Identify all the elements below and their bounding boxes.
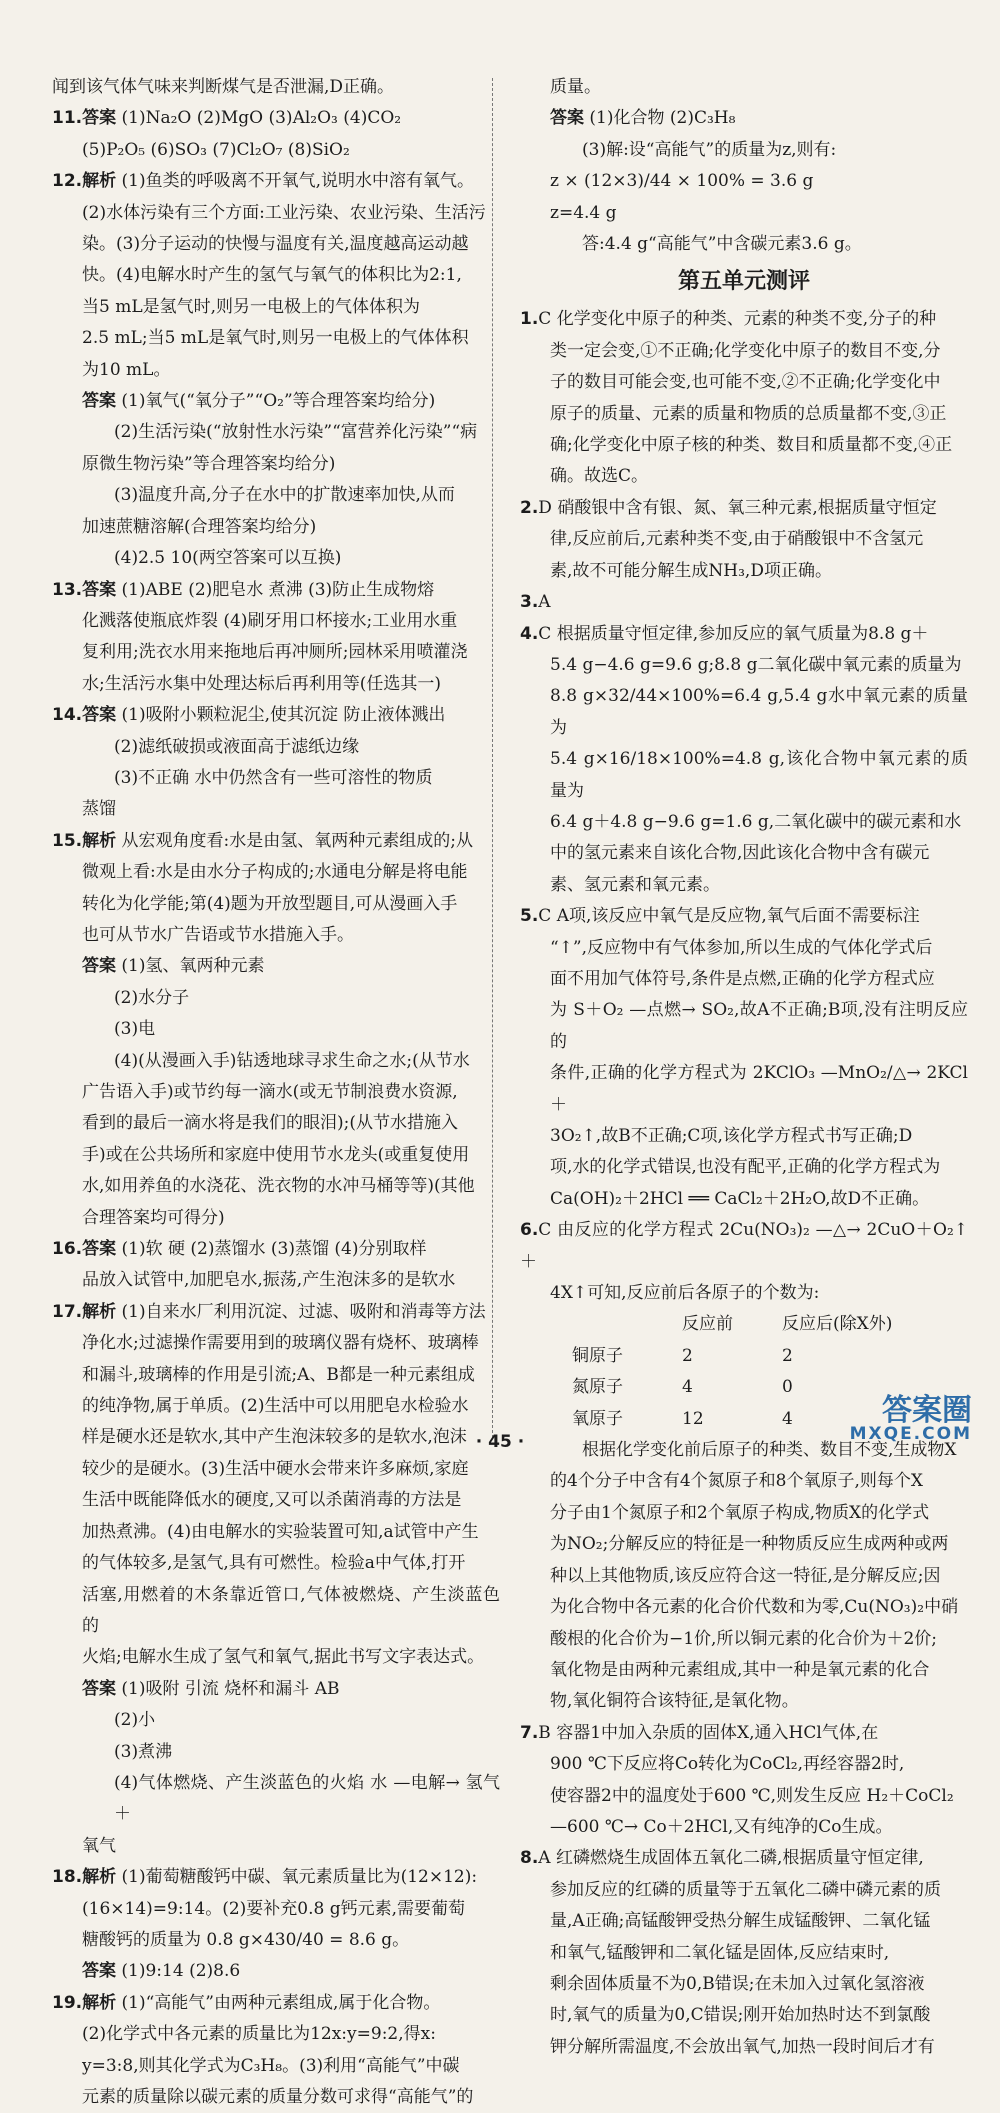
text-line	[52, 449, 500, 480]
text-line	[52, 1328, 500, 1359]
text-line	[52, 1391, 500, 1422]
line-text: (4)气体燃烧、产生淡蓝色的火焰 水 —电解→ 氢气＋	[114, 1772, 500, 1825]
text-line	[52, 1171, 500, 1202]
text-line	[52, 1705, 500, 1736]
line-text: 900 ℃下反应将Co转化为CoCl₂,再经容器2时,	[550, 1754, 905, 1775]
section-tag: 答案	[82, 579, 117, 600]
line-text: —600 ℃→ Co＋2HCl,又有纯净的Co生成。	[550, 1816, 893, 1837]
section-tag: 答案	[82, 1239, 117, 1260]
text-line	[52, 1454, 500, 1485]
section-tag: 解析	[82, 171, 117, 192]
question-number: 18.	[52, 1867, 83, 1888]
watermark-logo	[849, 1393, 972, 1444]
line-text: (1)ABE (2)肥皂水 煮沸 (3)防止生成物熔	[121, 579, 435, 600]
line-text: 快。(4)电解水时产生的氢气与氧气的体积比为2:1,	[82, 265, 462, 286]
text-line	[52, 1485, 500, 1516]
line-text: 根据化学变化前后原子的种类、数目不变,生成物X	[582, 1440, 957, 1461]
line-text: (1)氢、氧两种元素	[121, 956, 265, 977]
text-line	[52, 1988, 500, 2019]
line-text: (1)Na₂O (2)MgO (3)Al₂O₃ (4)CO₂	[121, 108, 402, 129]
text-line	[52, 1297, 500, 1328]
table-header-cell: 反应前	[682, 1314, 733, 1335]
text-line	[52, 166, 500, 197]
text-line	[520, 430, 968, 461]
question-number: 16.	[52, 1239, 83, 1260]
line-text: 复利用;洗衣水用来拖地后再冲厕所;园林采用喷灌浇	[82, 642, 468, 663]
line-text: 为NO₂;分解反应的特征是一种物质反应生成两种或两	[550, 1534, 949, 1555]
text-line	[520, 1938, 968, 1969]
text-line	[520, 1624, 968, 1655]
line-text: (1)9:14 (2)8.6	[121, 1961, 241, 1982]
table-cell: 铜原子	[572, 1345, 623, 1366]
line-text: 项,水的化学式错误,也没有配平,正确的化学方程式为	[550, 1157, 941, 1178]
line-text: 为 S＋O₂ —点燃→ SO₂,故A不正确;B项,没有注明反应的	[550, 1000, 968, 1052]
text-line	[520, 1152, 968, 1183]
line-text: A	[538, 592, 551, 613]
text-line	[520, 1466, 968, 1497]
text-line	[520, 619, 968, 650]
table-cell: 4	[782, 1408, 793, 1429]
line-text: 微观上看:水是由水分子构成的;水通电分解是将电能	[82, 862, 468, 883]
text-line	[52, 1642, 500, 1673]
right-bottom-block	[520, 1435, 968, 2063]
table-cell: 氧原子	[572, 1408, 623, 1429]
question-number: 1.	[520, 309, 539, 330]
text-line	[52, 889, 500, 920]
table-cell: 12	[682, 1408, 704, 1429]
line-text: 加速蔗糖溶解(合理答案均给分)	[82, 516, 317, 537]
line-text: 子的数目可能会变,也可能不变,②不正确;化学变化中	[550, 372, 941, 393]
text-line	[520, 1875, 968, 1906]
text-line	[52, 355, 500, 386]
text-line	[52, 198, 500, 229]
text-line	[52, 1862, 500, 1893]
text-line	[520, 1184, 968, 1215]
text-line	[520, 964, 968, 995]
line-text: 水,如用养鱼的水浇花、洗衣物的水冲马桶等等)(其他	[82, 1176, 475, 1197]
right-main-block	[520, 304, 968, 1309]
text-line	[520, 72, 968, 103]
text-line	[520, 198, 968, 229]
line-text: 氧气	[82, 1835, 116, 1856]
line-text: 3O₂↑,故B不正确;C项,该化学方程式书写正确;D	[550, 1126, 913, 1146]
text-line	[520, 1812, 968, 1843]
text-line	[520, 166, 968, 197]
text-line	[520, 1686, 968, 1717]
text-line	[52, 1108, 500, 1139]
text-line	[52, 543, 500, 574]
line-text: (5)P₂O₅ (6)SO₃ (7)Cl₂O₇ (8)SiO₂	[82, 139, 350, 160]
text-line	[52, 794, 500, 825]
question-number: 15.	[52, 830, 83, 851]
line-text: 剩余固体质量不为0,B错误;在未加入过氧化氢溶液	[550, 1973, 925, 1994]
text-line	[520, 1969, 968, 2000]
question-number: 2.	[520, 497, 539, 518]
line-text: 蒸馏	[82, 799, 116, 820]
line-text: C 由反应的化学方程式 2Cu(NO₃)₂ —△→ 2CuO＋O₂↑＋	[520, 1220, 968, 1272]
text-line	[52, 386, 500, 417]
text-line	[52, 1674, 500, 1705]
text-line	[52, 135, 500, 166]
text-line	[52, 323, 500, 354]
text-line	[520, 1121, 968, 1152]
text-line	[52, 763, 500, 794]
text-line	[52, 1140, 500, 1171]
text-line	[52, 1360, 500, 1391]
text-line	[520, 1592, 968, 1623]
text-line	[520, 461, 968, 492]
text-line	[520, 1498, 968, 1529]
text-line	[52, 700, 500, 731]
text-line	[52, 1894, 500, 1925]
left-column	[52, 72, 500, 2113]
section-tag: 答案	[82, 705, 117, 726]
line-text: 火焰;电解水生成了氢气和氧气,据此书写文字表达式。	[82, 1647, 485, 1668]
question-number: 7.	[520, 1722, 539, 1743]
line-text: 参加反应的红磷的质量等于五氧化二磷中磷元素的质	[550, 1879, 941, 1900]
line-text: 原子的质量、元素的质量和物质的总质量都不变,③正	[550, 403, 947, 424]
text-line	[520, 838, 968, 869]
section-tag: 答案	[550, 108, 584, 129]
line-text: z=4.4 g	[550, 202, 617, 223]
text-line	[520, 870, 968, 901]
text-line	[52, 72, 500, 103]
question-number: 19.	[52, 1992, 83, 2013]
line-text: 酸根的化合价为−1价,所以铜元素的化合价为＋2价;	[550, 1628, 938, 1649]
line-text: 糖酸钙的质量为 0.8 g×430/40 = 8.6 g。	[82, 1929, 410, 1950]
line-text: (3)解:设“高能气”的质量为z,则有:	[582, 139, 837, 160]
text-line	[520, 1529, 968, 1560]
line-text: 广告语入手)或节约每一滴水(或无节制浪费水资源,	[82, 1082, 458, 1102]
line-text: 种以上其他物质,该反应符合这一特征,是分解反应;因	[550, 1565, 941, 1586]
line-text: (3)煮沸	[114, 1741, 173, 1762]
right-column	[520, 72, 968, 2063]
line-text: (4)2.5 10(两空答案可以互换)	[114, 548, 342, 569]
text-line	[520, 1749, 968, 1780]
line-text: (1)软 硬 (2)蒸馏水 (3)蒸馏 (4)分别取样	[121, 1239, 427, 1260]
table-cell: 2	[782, 1345, 793, 1366]
text-line	[52, 1265, 500, 1296]
text-line	[52, 229, 500, 260]
line-text: (1)吸附 引流 烧杯和漏斗 AB	[121, 1678, 340, 1699]
line-text: 转化为化学能;第(4)题为开放型题目,可从漫画入手	[82, 893, 458, 914]
line-text: 品放入试管中,加肥皂水,振荡,产生泡沫多的是软水	[82, 1270, 456, 1291]
section-tag: 答案	[82, 1961, 116, 1982]
question-number: 17.	[52, 1301, 83, 1322]
line-text: 确;化学变化中原子核的种类、数目和质量都不变,④正	[550, 435, 953, 456]
line-text: 合理答案均可得分)	[82, 1207, 225, 1228]
line-text: (1)氧气(“氧分子”“O₂”等合理答案均给分)	[121, 391, 436, 412]
text-line	[520, 1215, 968, 1278]
line-text: 2.5 mL;当5 mL是氧气时,则另一电极上的气体体积	[82, 328, 469, 349]
line-text: (2)化学式中各元素的质量比为12x:y=9:2,得x:	[82, 2024, 436, 2045]
text-line	[52, 637, 500, 668]
section-tag: 解析	[82, 830, 117, 851]
question-number: 3.	[520, 592, 539, 613]
line-text: (2)生活污染(“放射性水污染”“富营养化污染”“病	[114, 422, 478, 443]
text-line	[52, 1077, 500, 1108]
text-line	[520, 1718, 968, 1749]
text-line	[52, 983, 500, 1014]
line-text: 时,氧气的质量为0,C错误;刚开始加热时达不到氯酸	[550, 2005, 931, 2026]
question-number: 14.	[52, 705, 83, 726]
text-line	[520, 1781, 968, 1812]
text-line	[520, 744, 968, 807]
text-line	[520, 556, 968, 587]
line-text: 量,A正确;高锰酸钾受热分解生成锰酸钾、二氧化锰	[550, 1911, 931, 1932]
table-header-cell	[572, 1309, 682, 1340]
text-line	[520, 650, 968, 681]
line-text: 6.4 g＋4.8 g−9.6 g=1.6 g,二氧化碳中的碳元素和水	[550, 811, 962, 832]
line-text: 8.8 g×32/44×100%=6.4 g,5.4 g水中氧元素的质量为	[550, 686, 968, 738]
line-text: 类一定会变,①不正确;化学变化中原子的数目不变,分	[550, 340, 941, 361]
watermark-main: 答案圈	[882, 1393, 972, 1428]
line-text: 加热煮沸。(4)由电解水的实验装置可知,a试管中产生	[82, 1521, 479, 1542]
line-text: (1)吸附小颗粒泥尘,使其沉淀 防止液体溅出	[121, 705, 446, 726]
section-tag: 解析	[82, 1867, 117, 1888]
text-line	[52, 1517, 500, 1548]
section-tag: 答案	[82, 108, 117, 129]
text-line	[52, 951, 500, 982]
line-text: 从宏观角度看:水是由氢、氧两种元素组成的;从	[121, 830, 473, 851]
line-text: 手)或在公共场所和家庭中使用节水龙头(或重复使用	[82, 1144, 470, 1165]
question-number: 5.	[520, 906, 539, 927]
section-tag: 答案	[82, 956, 116, 977]
text-line	[52, 1580, 500, 1643]
line-text: B 容器1中加入杂质的固体X,通入HCl气体,在	[538, 1722, 879, 1743]
text-line	[52, 857, 500, 888]
section-tag: 解析	[82, 1992, 117, 2013]
text-line	[52, 1014, 500, 1045]
line-text: 钾分解所需温度,不会放出氧气,加热一段时间后才有	[550, 2036, 935, 2057]
line-text: 素、氢元素和氧元素。	[550, 874, 720, 895]
line-text: 闻到该气体气味来判断煤气是否泄漏,D正确。	[52, 77, 395, 97]
text-line	[52, 103, 500, 134]
text-line	[52, 920, 500, 951]
line-text: (1)自来水厂利用沉淀、过滤、吸附和消毒等方法	[121, 1301, 486, 1322]
line-text: (2)小	[114, 1710, 156, 1731]
line-text: 的纯净物,属于单质。(2)生活中可以用肥皂水检验水	[82, 1396, 469, 1417]
column-divider	[492, 78, 493, 1438]
text-line	[52, 2051, 500, 2082]
right-top-block	[520, 72, 968, 260]
line-text: 的气体较多,是氢气,具有可燃性。检验a中气体,打开	[82, 1553, 466, 1574]
text-line	[52, 512, 500, 543]
line-text: (2)滤纸破损或液面高于滤纸边缘	[114, 736, 360, 757]
line-text: A 红磷燃烧生成固体五氧化二磷,根据质量守恒定律,	[538, 1848, 924, 1869]
table-header-cell: 反应后(除X外)	[782, 1314, 893, 1335]
line-text: 质量。	[550, 77, 601, 97]
line-text: (1)葡萄糖酸钙中碳、氧元素质量比为(12×12):	[121, 1867, 478, 1888]
line-text: 较少的是硬水。(3)生活中硬水会带来许多麻烦,家庭	[82, 1458, 469, 1479]
question-number: 11.	[52, 108, 83, 129]
line-text: 当5 mL是氢气时,则另一电极上的气体体积为	[82, 296, 421, 317]
text-line	[520, 103, 968, 134]
text-line	[520, 807, 968, 838]
text-line	[52, 480, 500, 511]
text-line	[520, 2000, 968, 2031]
line-text: 5.4 g−4.6 g=9.6 g;8.8 g二氧化碳中氧元素的质量为	[550, 654, 962, 675]
line-text: 确。故选C。	[550, 466, 649, 487]
line-text: z × (12×3)/44 × 100% = 3.6 g	[550, 171, 814, 192]
text-line	[520, 399, 968, 430]
text-line	[520, 493, 968, 524]
line-text: 条件,正确的化学方程式为 2KClO₃ —MnO₂/△→ 2KCl＋	[550, 1063, 968, 1115]
question-number: 8.	[520, 1848, 539, 1869]
line-text: 染。(3)分子运动的快慢与温度有关,温度越高运动越	[82, 234, 469, 255]
line-text: 使容器2中的温度处于600 ℃,则发生反应 H₂＋CoCl₂	[550, 1785, 954, 1806]
line-text: 水;生活污水集中处理达标后再利用等(任选其一)	[82, 673, 441, 694]
text-line	[52, 1203, 500, 1234]
line-text: 的4个分子中含有4个氮原子和8个氧原子,则每个X	[550, 1471, 923, 1492]
text-line	[520, 587, 968, 618]
line-text: D 硝酸银中含有银、氮、氧三种元素,根据质量守恒定	[538, 497, 937, 518]
line-text: C 化学变化中原子的种类、元素的种类不变,分子的种	[538, 309, 937, 330]
line-text: (1)鱼类的呼吸离不开氧气,说明水中溶有氧气。	[121, 171, 475, 192]
text-line	[52, 1831, 500, 1862]
text-line	[520, 681, 968, 744]
line-text: 中的氢元素来自该化合物,因此该化合物中含有碳元	[550, 843, 930, 864]
line-text: 活塞,用燃着的木条靠近管口,气体被燃烧、产生淡蓝色的	[82, 1584, 500, 1636]
table-cell: 氮原子	[572, 1377, 623, 1398]
section-tag: 解析	[82, 1301, 117, 1322]
section-tag: 答案	[82, 391, 116, 412]
line-text: 原微生物污染”等合理答案均给分)	[82, 453, 336, 474]
text-line	[520, 933, 968, 964]
section-title: 第五单元测评	[677, 269, 810, 295]
text-line	[520, 995, 968, 1058]
line-text: 看到的最后一滴水将是我们的眼泪);(从节水措施入	[82, 1113, 458, 1134]
line-text: 氧化物是由两种元素组成,其中一种是氧元素的化合	[550, 1659, 930, 1680]
text-line	[52, 1548, 500, 1579]
line-text: y=3:8,则其化学式为C₃H₈。(3)利用“高能气”中碳	[82, 2055, 460, 2076]
line-text: C 根据质量守恒定律,参加反应的氧气质量为8.8 g＋	[538, 623, 929, 644]
text-line	[52, 2082, 500, 2113]
line-text: C A项,该反应中氧气是反应物,氧气后面不需要标注	[538, 906, 920, 927]
text-line	[52, 826, 500, 857]
text-line	[520, 336, 968, 367]
line-text: (4)(从漫画入手)钻透地球寻求生命之水;(从节水	[114, 1050, 470, 1071]
text-line	[520, 524, 968, 555]
text-line	[520, 135, 968, 166]
text-line	[52, 1768, 500, 1831]
text-line	[520, 1058, 968, 1121]
line-text: (3)不正确 水中仍然含有一些可溶性的物质	[114, 767, 433, 788]
line-text: 和漏斗,玻璃棒的作用是引流;A、B都是一种元素组成	[82, 1364, 475, 1385]
question-number: 12.	[52, 171, 83, 192]
line-text: 物,氧化铜符合该特征,是氧化物。	[550, 1691, 799, 1712]
line-text: 分子由1个氮原子和2个氧原子构成,物质X的化学式	[550, 1502, 930, 1523]
table-cell: 2	[682, 1345, 693, 1366]
line-text: 答:4.4 g“高能气”中含碳元素3.6 g。	[582, 234, 862, 255]
text-line	[52, 606, 500, 637]
table-cell: 4	[682, 1377, 693, 1398]
page-number: · 45 ·	[475, 1432, 525, 1452]
line-text: 样是硬水还是软水,其中产生泡沫较多的是软水,泡沫	[82, 1427, 467, 1448]
line-text: Ca(OH)₂＋2HCl ══ CaCl₂＋2H₂O,故D不正确。	[550, 1188, 930, 1209]
question-number: 13.	[52, 579, 83, 600]
text-line	[52, 1046, 500, 1077]
line-text: 5.4 g×16/18×100%=4.8 g,该化合物中氧元素的质量为	[550, 749, 968, 801]
text-line	[520, 1278, 968, 1309]
watermark-sub: MXQE.COM	[849, 1424, 972, 1444]
text-line	[52, 1956, 500, 1987]
text-line	[520, 229, 968, 260]
line-text: (1)“高能气”由两种元素组成,属于化合物。	[121, 1992, 441, 2013]
line-text: 生活中既能降低水的硬度,又可以杀菌消毒的方法是	[82, 1490, 462, 1511]
question-number: 4.	[520, 623, 539, 644]
text-line	[520, 901, 968, 932]
line-text: (3)电	[114, 1019, 156, 1040]
line-text: (1)化合物 (2)C₃H₈	[589, 108, 736, 129]
text-line	[52, 1737, 500, 1768]
line-text: 为10 mL。	[82, 359, 171, 380]
line-text: “↑”,反应物中有气体参加,所以生成的气体化学式后	[550, 937, 933, 958]
text-line	[520, 2032, 968, 2063]
text-line	[52, 575, 500, 606]
line-text: 素,故不可能分解生成NH₃,D项正确。	[550, 560, 832, 581]
text-line	[52, 1925, 500, 1956]
line-text: (2)水分子	[114, 987, 190, 1008]
line-text: 也可从节水广告语或节水措施入手。	[82, 924, 354, 945]
table-cell: 0	[782, 1377, 793, 1398]
text-line	[520, 1843, 968, 1874]
line-text: 净化水;过滤操作需要用到的玻璃仪器有烧杯、玻璃棒	[82, 1333, 479, 1354]
question-number: 6.	[520, 1220, 539, 1241]
line-text: (16×14)=9:14。(2)要补充0.8 g钙元素,需要葡萄	[82, 1898, 465, 1919]
text-line	[520, 1561, 968, 1592]
line-text: 化溅落使瓶底炸裂 (4)刷牙用口杯接水;工业用水重	[82, 610, 458, 631]
section-tag: 答案	[82, 1678, 116, 1699]
text-line	[52, 292, 500, 323]
line-text: 面不用加气体符号,条件是点燃,正确的化学方程式应	[550, 968, 935, 989]
line-text: 和氧气,锰酸钾和二氧化锰是固体,反应结束时,	[550, 1942, 890, 1963]
text-line	[520, 304, 968, 335]
text-line	[52, 1234, 500, 1265]
text-line	[520, 1906, 968, 1937]
text-line	[52, 2019, 500, 2050]
text-line	[52, 669, 500, 700]
text-line	[52, 260, 500, 291]
text-line	[52, 417, 500, 448]
line-text: 4X↑可知,反应前后各原子的个数为:	[550, 1283, 820, 1304]
line-text: (2)水体污染有三个方面:工业污染、农业污染、生活污	[82, 202, 486, 223]
line-text: 律,反应前后,元素种类不变,由于硝酸银中不含氢元	[550, 529, 924, 550]
text-line	[520, 367, 968, 398]
text-line	[52, 732, 500, 763]
text-line	[520, 1655, 968, 1686]
line-text: 为化合物中各元素的化合价代数和为零,Cu(NO₃)₂中硝	[550, 1597, 959, 1618]
line-text: (3)温度升高,分子在水中的扩散速率加快,从而	[114, 485, 455, 506]
line-text: 元素的质量除以碳元素的质量分数可求得“高能气”的	[82, 2087, 474, 2107]
